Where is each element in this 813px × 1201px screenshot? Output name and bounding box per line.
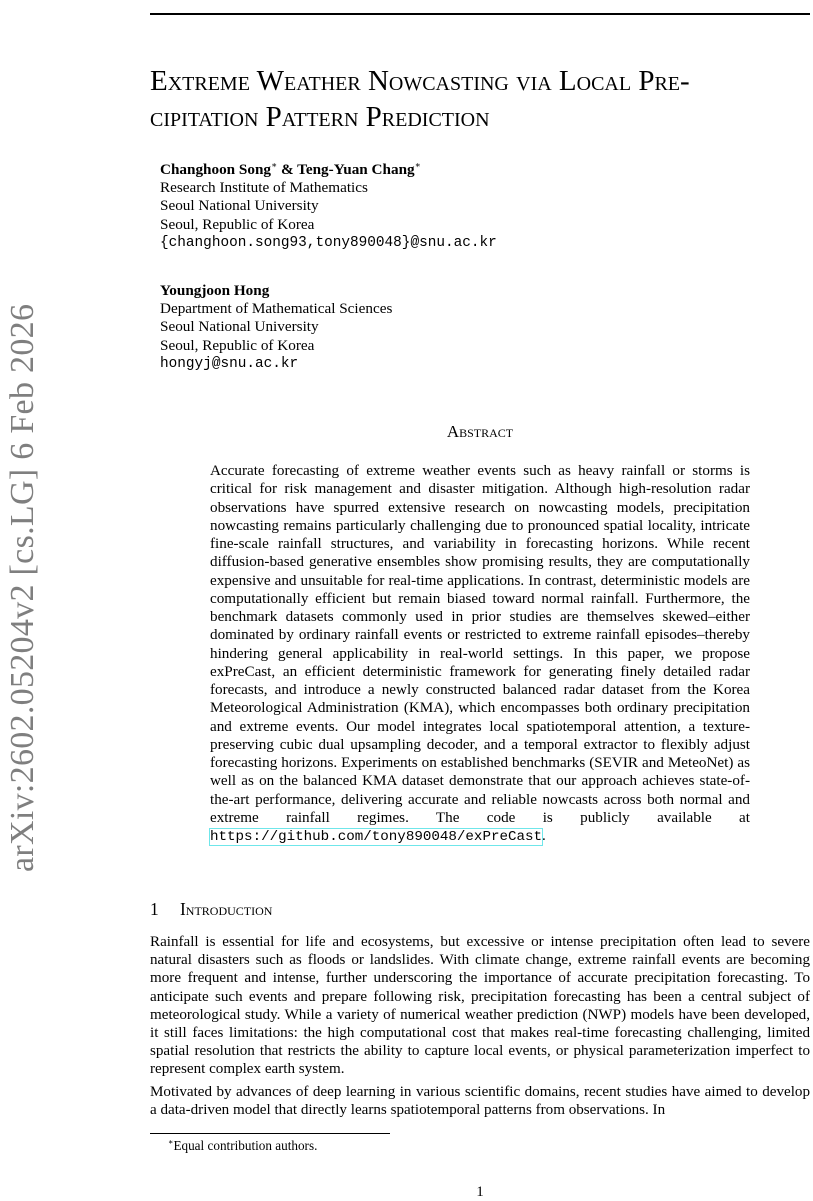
abstract-text	[210, 462, 750, 846]
code-repository-link[interactable]: https://github.com/tony890048/exPreCast	[210, 829, 543, 845]
section-number: 1	[150, 899, 159, 919]
author-block-2	[160, 282, 392, 373]
author-email[interactable]: {changhoon.song93,tony890048}@snu.ac.kr	[160, 234, 497, 251]
abstract-body-text: Accurate forecasting of extreme weather events such as heavy rainfall or storms is critical for risk management and disaster mitigation. Although high-resolution radar observations have spurred extensive research on nowcasting models, precipitation nowcasting remains particularly challenging due to pronounced spatial locality, intricate fine-scale rainfall structures, and variability in forecasting horizons. While recent diffusion-based generative ensembles show promising results, they are computationally expensive and unsuitable for real-time applications. In contrast, deterministic models are computationally efficient but remain biased toward normal rainfall. Furthermore, the benchmark datasets commonly used in prior studies are themselves skewed–either dominated by ordinary rainfall events or restricted to extreme rainfall episodes–thereby hindering general applicability in real-world settings. In this paper, we propose exPreCast, an efficient deterministic framework for generating finely detailed radar forecasts, and introduce a newly constructed balanced radar dataset from the Korea Meteorological Administration (KMA), which encompasses both ordinary precipitation and extreme events. Our model integrates local spatiotemporal attention, a texture-preserving cubic dual upsampling decoder, and a temporal extractor to flexibly adjust forecasting horizons. Experiments on established benchmarks (SEVIR and MeteoNet) as well as on the balanced KMA dataset demonstrate that our approach achieves state-of-the-art performance, delivering accurate and reliable nowcasts across both normal and extreme rainfall regimes. The code is publicly available at	[210, 462, 750, 826]
author-name: Changhoon Song	[160, 161, 272, 178]
author-names	[160, 161, 497, 179]
author-location: Seoul, Republic of Korea	[160, 336, 315, 354]
abstract-end-punct: .	[542, 827, 546, 844]
title-line-1: Extreme Weather Nowcasting via Local Pre-	[150, 65, 690, 97]
equal-contribution-mark: ∗	[271, 159, 278, 170]
author-location: Seoul, Republic of Korea	[160, 215, 315, 233]
abstract-heading: Abstract	[446, 422, 514, 441]
page-number: 1	[476, 1184, 484, 1200]
author-university: Seoul National University	[160, 318, 319, 336]
intro-paragraph-1: Rainfall is essential for life and ecosystems, but excessive or intense precipitation often lead to severe natural disasters such as floods or landslides. With climate change, extreme rainfall events are becoming more frequent and intense, further underscoring the importance of accurate precipitation forecasting. To anticipate such events and prepare following risk, precipitation forecasting has been a central subject of meteorological study. While a variety of numerical weather prediction (NWP) models have been developed, it still faces limitations: the high computational cost that makes real-time forecasting challenging, limited spatial resolution that restricts the ability to capture local events, or physical parameterization imperfect to represent complex earth system.	[150, 934, 810, 1078]
equal-contribution-mark: ∗	[414, 159, 421, 170]
intro-paragraph-2: Motivated by advances of deep learning in various scientific domains, recent studies have aimed to develop a data-driven model that directly learns spatiotemporal patterns from observations. In	[150, 1084, 810, 1119]
paper-title	[150, 63, 810, 135]
footnote-rule	[150, 1133, 390, 1134]
author-block-1	[160, 161, 497, 252]
footnote-text: Equal contribution authors.	[173, 1138, 318, 1153]
section-heading-introduction	[150, 898, 272, 920]
author-name: Teng-Yuan Chang	[297, 161, 415, 178]
header-rule	[150, 13, 810, 15]
arxiv-identifier: arXiv:2602.05204v2 [cs.LG] 6 Feb 2026	[4, 303, 41, 872]
author-institute: Research Institute of Mathematics	[160, 179, 368, 197]
footnote-mark: ∗	[168, 1137, 174, 1147]
footnote	[168, 1138, 317, 1154]
author-name: Youngjoon Hong	[160, 282, 270, 299]
title-line-2: cipitation Pattern Prediction	[150, 101, 490, 133]
author-university: Seoul National University	[160, 197, 319, 215]
author-connector: &	[277, 161, 298, 178]
author-email[interactable]: hongyj@snu.ac.kr	[160, 355, 299, 372]
author-department: Department of Mathematical Sciences	[160, 300, 393, 318]
section-title: Introduction	[180, 899, 273, 919]
